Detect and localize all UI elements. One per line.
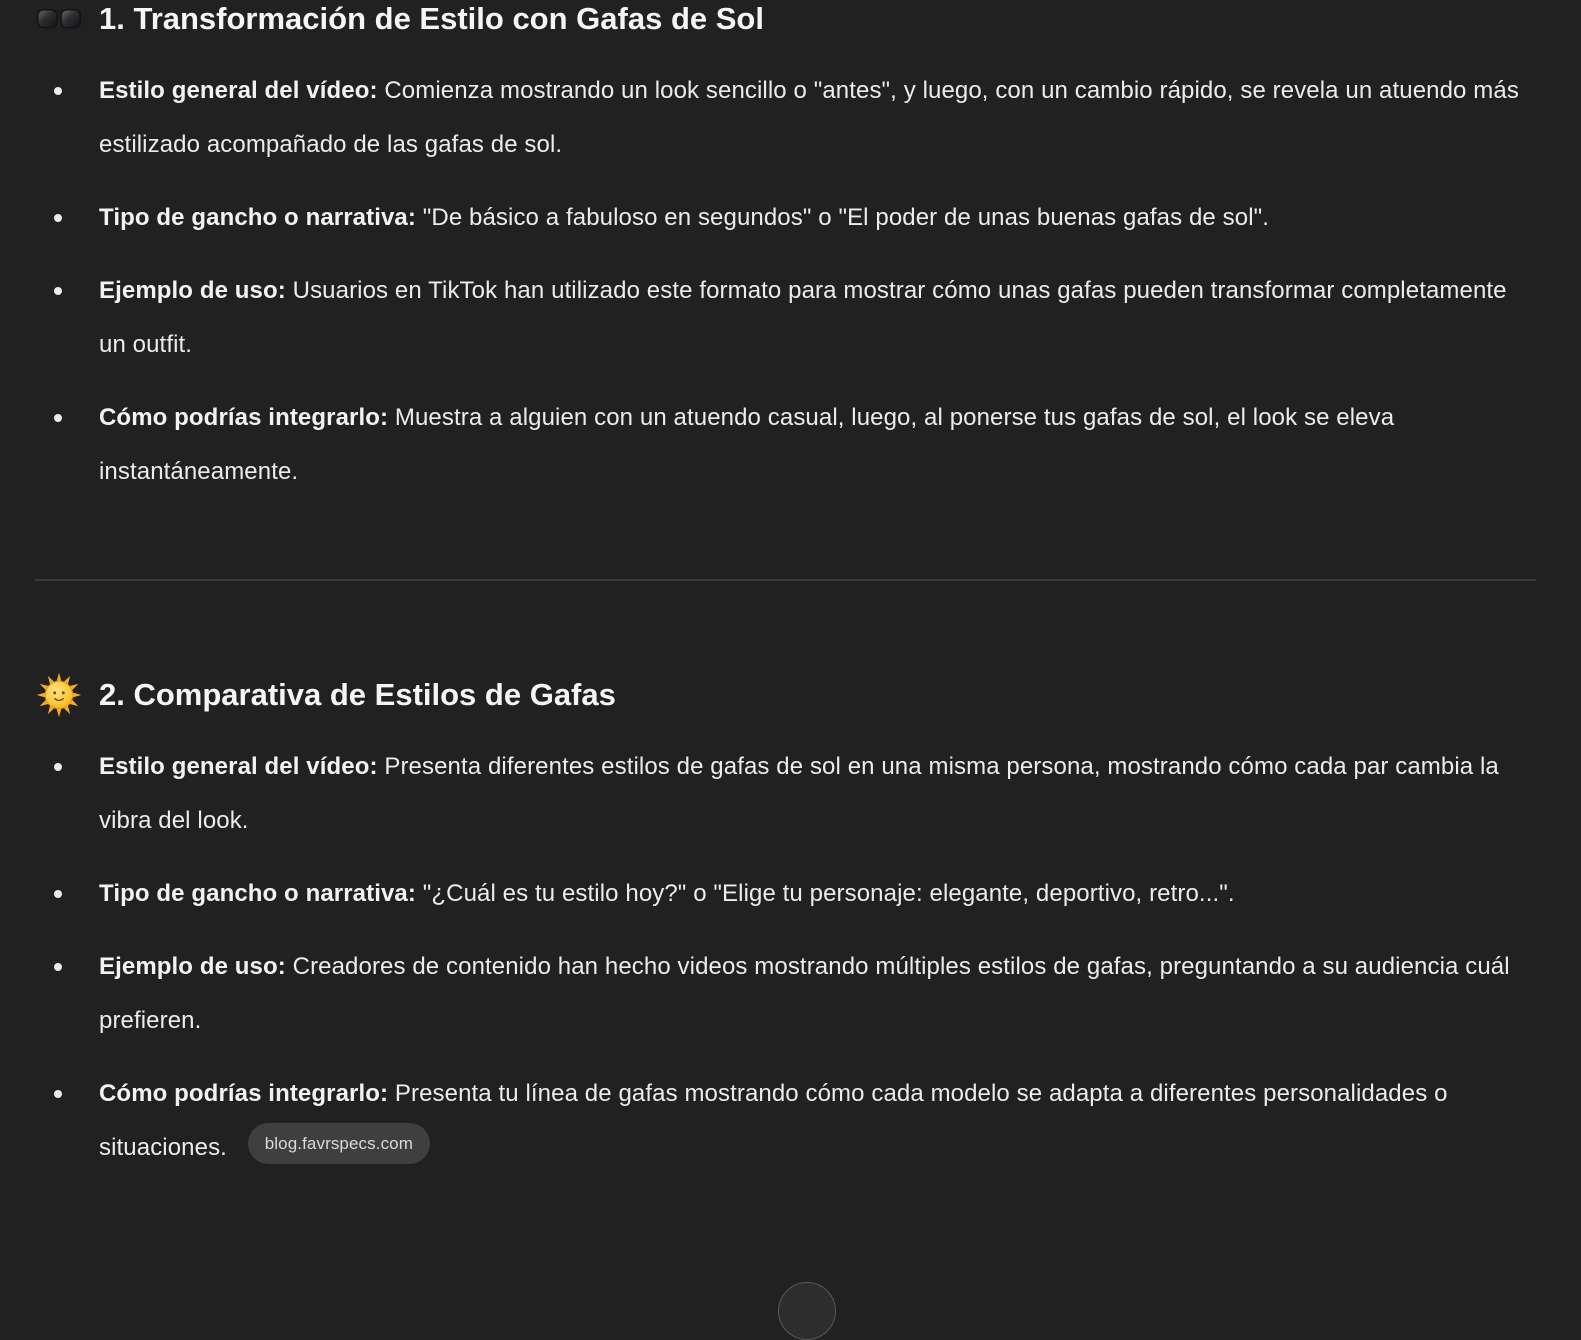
list-item <box>35 867 1536 921</box>
bullet-icon <box>54 214 62 222</box>
bullet-text: Presenta diferentes estilos de gafas de sol en una misma persona, mostrando cómo cada par cambia la vibra del look. <box>99 753 1499 834</box>
list-item <box>35 391 1536 499</box>
list-item <box>35 264 1536 372</box>
bullet-label: Cómo podrías integrarlo: <box>99 404 389 431</box>
bullet-text: Presenta tu línea de gafas mostrando cómo cada modelo se adapta a diferentes personalidades o situaciones. <box>99 1080 1448 1161</box>
bullet-icon <box>54 87 62 95</box>
section-1-list <box>35 64 1536 499</box>
sun-with-face-icon <box>35 671 83 719</box>
bullet-text: Creadores de contenido han hecho videos mostrando múltiples estilos de gafas, preguntando a su audiencia cuál prefieren. <box>99 953 1510 1034</box>
section-1-heading <box>35 0 1536 45</box>
bullet-text: Comienza mostrando un look sencillo o "antes", y luego, con un cambio rápido, se revela un atuendo más estilizado acompañado de las gafas de sol. <box>99 77 1519 158</box>
bullet-label: Tipo de gancho o narrativa: <box>99 204 416 231</box>
citation-pill[interactable] <box>248 1123 430 1164</box>
bullet-icon <box>54 963 62 971</box>
section-divider <box>35 579 1536 581</box>
bullet-label: Ejemplo de uso: <box>99 277 286 304</box>
list-item <box>35 740 1536 848</box>
bullet-label: Tipo de gancho o narrativa: <box>99 880 416 907</box>
bullet-label: Cómo podrías integrarlo: <box>99 1080 389 1107</box>
bullet-text: Usuarios en TikTok han utilizado este formato para mostrar cómo unas gafas pueden transformar completamente un outfit. <box>99 277 1507 358</box>
bullet-label: Estilo general del vídeo: <box>99 77 378 104</box>
bullet-text: "De básico a fabuloso en segundos" o "El poder de unas buenas gafas de sol". <box>422 204 1270 231</box>
scroll-down-button[interactable] <box>778 1282 836 1340</box>
section-1-title: 1. Transformación de Estilo con Gafas de Sol <box>99 1 764 36</box>
citation-label: blog.favrspecs.com <box>264 1134 413 1154</box>
list-item <box>35 64 1536 172</box>
bullet-label: Estilo general del vídeo: <box>99 753 378 780</box>
bullet-text: Muestra a alguien con un atuendo casual, luego, al ponerse tus gafas de sol, el look se eleva instantáneamente. <box>99 404 1395 485</box>
section-2-heading <box>35 669 1536 721</box>
dark-sunglasses-icon <box>35 0 83 43</box>
section-2-list <box>35 740 1536 1175</box>
bullet-icon <box>54 287 62 295</box>
bullet-icon <box>54 763 62 771</box>
list-item <box>35 191 1536 245</box>
bullet-text: "¿Cuál es tu estilo hoy?" o "Elige tu personaje: elegante, deportivo, retro...". <box>422 880 1235 907</box>
section-2-title: 2. Comparativa de Estilos de Gafas <box>99 677 616 712</box>
list-item <box>35 1067 1536 1175</box>
bullet-icon <box>54 1090 62 1098</box>
list-item <box>35 940 1536 1048</box>
bullet-icon <box>54 414 62 422</box>
bullet-label: Ejemplo de uso: <box>99 953 286 980</box>
bullet-icon <box>54 890 62 898</box>
